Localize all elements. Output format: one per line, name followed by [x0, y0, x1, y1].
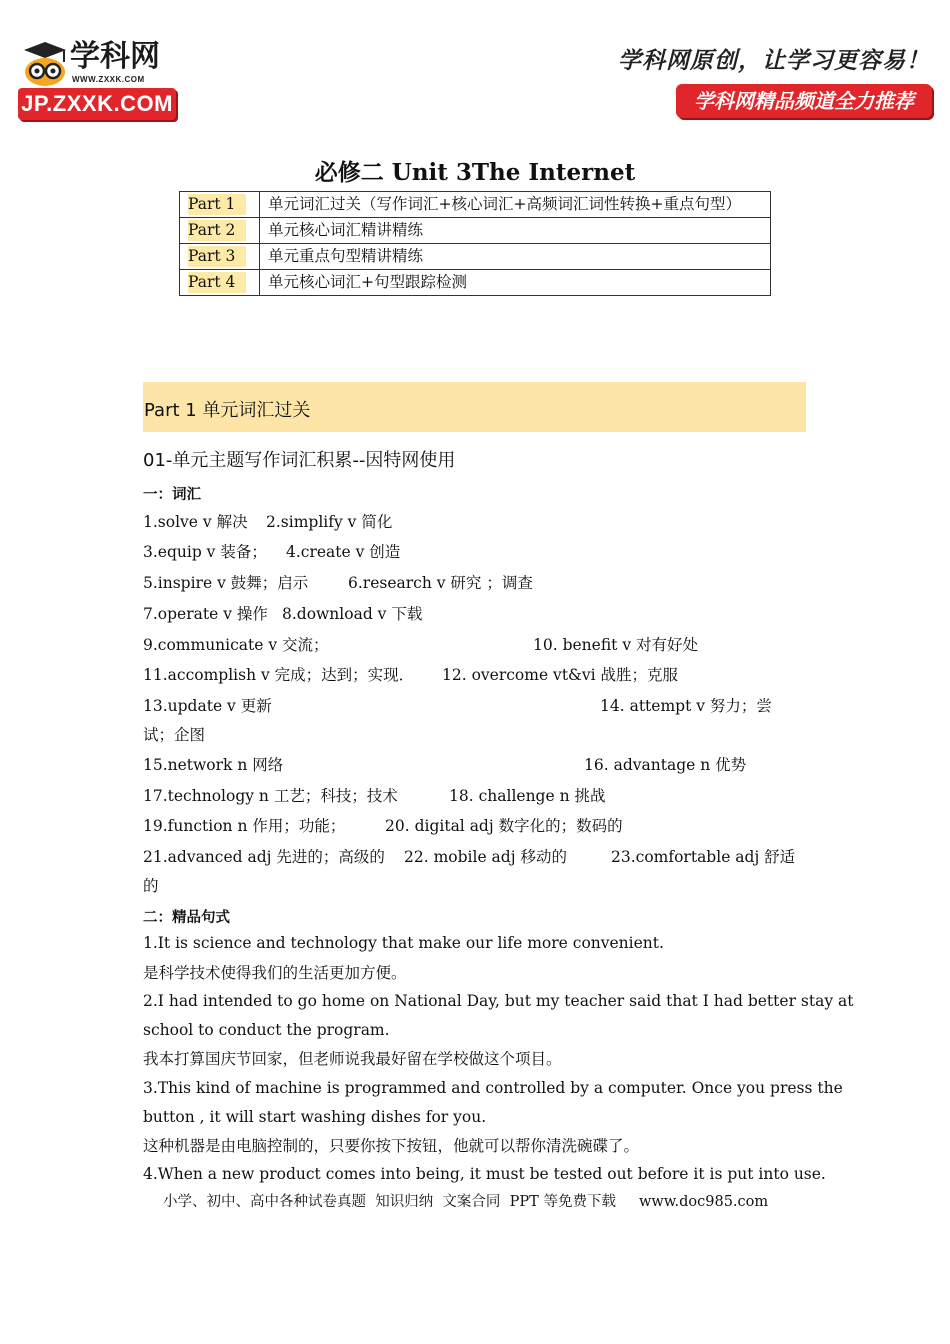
sub-heading: 01-单元主题写作词汇积累--因特网使用 — [143, 450, 456, 471]
logo-name: 学科网 — [70, 39, 160, 74]
vocab-item: 的 — [143, 877, 159, 895]
vocab-item: 6.research v 研究 ；调查 — [348, 574, 533, 592]
sentence-en: 1.It is science and technology that make our life more convenient. — [143, 934, 664, 952]
vocab-item: 21.advanced adj 先进的；高级的 — [143, 848, 385, 866]
vocab-item: 13.update v 更新 — [143, 697, 272, 715]
table-row — [180, 192, 771, 218]
vocab-item: 10. benefit v 对有好处 — [533, 636, 699, 654]
toc-desc: 单元词汇过关（写作词汇+核心词汇+高频词汇词性转换+重点句型） — [260, 192, 771, 218]
vocab-item: 2.simplify v 简化 — [266, 513, 393, 531]
section-title-sentences: 二：精品句式 — [143, 910, 230, 926]
vocab-item: 17.technology n 工艺；科技；技术 — [143, 787, 398, 805]
toc-part: Part 3 — [188, 246, 246, 267]
section-title-vocab: 一：词汇 — [143, 487, 201, 503]
sentence-en: button , it will start washing dishes for you. — [143, 1108, 487, 1126]
sentence-en: 4.When a new product comes into being, it must be tested out before it is put into use. — [143, 1165, 826, 1183]
table-row — [180, 244, 771, 270]
vocab-item: 8.download v 下载 — [282, 605, 423, 623]
toc-desc: 单元核心词汇+句型跟踪检测 — [260, 270, 771, 296]
vocab-item: 19.function n 作用；功能； — [143, 817, 346, 835]
toc-desc: 单元重点句型精讲精练 — [260, 244, 771, 270]
toc-part: Part 1 — [188, 194, 246, 215]
logo-site: WWW.ZXXK.COM — [72, 75, 145, 84]
site-logo[interactable] — [16, 38, 181, 122]
vocab-item: 16. advantage n 优势 — [584, 756, 747, 774]
vocab-item: 1.solve v 解决 — [143, 513, 248, 531]
part1-heading: Part 1 单元词汇过关 — [144, 400, 311, 421]
vocab-item: 5.inspire v 鼓舞；启示 — [143, 574, 309, 592]
vocab-item: 18. challenge n 挑战 — [449, 787, 606, 805]
sentence-zh: 是科学技术使得我们的生活更加方便。 — [143, 964, 407, 982]
vocab-item: 15.network n 网络 — [143, 756, 284, 774]
vocab-item: 9.communicate v 交流； — [143, 636, 329, 654]
promo-banner[interactable]: 学科网精品频道全力推荐 — [676, 84, 932, 118]
sentence-en: 3.This kind of machine is programmed and controlled by a computer. Once you press the — [143, 1079, 843, 1097]
vocab-item: 11.accomplish v 完成；达到；实现． — [143, 666, 415, 684]
page-title: 必修二 Unit 3The Internet — [314, 159, 636, 186]
table-row — [180, 270, 771, 296]
toc-part: Part 2 — [188, 220, 246, 241]
vocab-item: 20. digital adj 数字化的；数码的 — [385, 817, 623, 835]
vocab-item: 12. overcome vt&vi 战胜；克服 — [442, 666, 678, 684]
toc-part: Part 4 — [188, 272, 246, 293]
toc-desc: 单元核心词汇精讲精练 — [260, 218, 771, 244]
sentence-zh: 这种机器是由电脑控制的，只要你按下按钮，他就可以帮你清洗碗碟了。 — [143, 1137, 640, 1155]
toc-table — [179, 191, 771, 296]
vocab-item: 22. mobile adj 移动的 — [404, 848, 567, 866]
vocab-item: 试；企图 — [143, 726, 206, 744]
vocab-item: 4.create v 创造 — [286, 543, 401, 561]
vocab-item: 3.equip v 装备； — [143, 543, 267, 561]
sentence-en: 2.I had intended to go home on National Day, but my teacher said that I had better stay at — [143, 992, 854, 1010]
sentence-zh: 我本打算国庆节回家，但老师说我最好留在学校做这个项目。 — [143, 1050, 562, 1068]
slogan: 学科网原创，让学习更容易！ — [618, 47, 930, 74]
vocab-item: 7.operate v 操作 — [143, 605, 268, 623]
owl-mascot-icon — [20, 40, 70, 88]
part1-heading-bar — [143, 382, 806, 432]
table-row — [180, 218, 771, 244]
logo-badge[interactable]: JP.ZXXK.COM — [18, 88, 176, 120]
vocab-item: 23.comfortable adj 舒适 — [611, 848, 796, 866]
footer-text: 小学、初中、高中各种试卷真题 知识归纳 文案合同 PPT 等免费下载 www.doc985.com — [163, 1194, 769, 1210]
sentence-en: school to conduct the program. — [143, 1021, 390, 1039]
vocab-item: 14. attempt v 努力；尝 — [600, 697, 772, 715]
